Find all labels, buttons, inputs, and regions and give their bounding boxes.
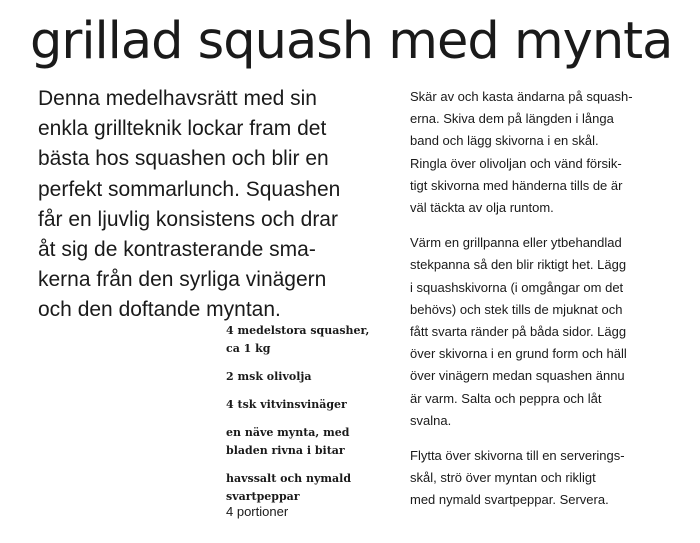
intro-line: enkla grillteknik lockar fram det [38, 117, 327, 141]
ingredient-line: en näve mynta, med [226, 426, 350, 439]
method-line: med nymald svartpeppar. Servera. [410, 492, 609, 508]
ingredient-list [226, 322, 386, 516]
method-line: stekpanna så den blir riktigt het. Lägg [410, 257, 627, 273]
method-line: över skivorna i en grund form och häll [410, 346, 627, 362]
intro-line: kerna från den syrliga vinägern [38, 268, 327, 292]
method-step [410, 232, 695, 432]
method-line: skål, strö över myntan och rikligt [410, 470, 596, 486]
method-column [410, 86, 695, 525]
ingredient-item [226, 424, 386, 460]
ingredient-line: 2 msk olivolja [226, 370, 312, 383]
intro-line: bästa hos squashen och blir en [38, 147, 329, 171]
method-step [410, 445, 695, 512]
method-line: Flytta över skivorna till en serverings- [410, 448, 625, 464]
method-line: Värm en grillpanna eller ytbehandlad [410, 235, 622, 251]
method-step [410, 86, 695, 219]
servings-label: 4 portioner [226, 504, 289, 519]
method-line: väl täckta av olja runtom. [410, 200, 554, 216]
ingredient-line: bladen rivna i bitar [226, 444, 345, 457]
method-line: är varm. Salta och peppra och låt [410, 390, 602, 406]
ingredient-line: svartpeppar [226, 490, 300, 503]
intro-line: åt sig de kontrasterande sma- [38, 238, 316, 262]
method-line: över vinägern medan squashen ännu [410, 368, 625, 384]
intro-line: får en ljuvlig konsistens och drar [38, 207, 338, 231]
intro-line: Denna medelhavsrätt med sin [38, 87, 317, 110]
recipe-title: grillad squash med mynta [30, 12, 673, 71]
intro-line: och den doftande myntan. [38, 298, 281, 322]
method-line: Skär av och kasta ändarna på squash- [410, 89, 633, 104]
ingredient-line: 4 medelstora squasher, [226, 324, 370, 337]
method-line: erna. Skiva dem på längden i långa [410, 111, 614, 127]
ingredient-item [226, 368, 386, 386]
ingredient-line: 4 tsk vitvinsvinäger [226, 398, 347, 411]
intro-paragraph [38, 84, 383, 326]
ingredient-item [226, 396, 386, 414]
ingredient-item [226, 322, 386, 358]
method-line: tigt skivorna med händerna tills de är [410, 177, 623, 193]
ingredient-item [226, 470, 386, 506]
method-line: fått svarta ränder på båda sidor. Lägg [410, 324, 627, 340]
ingredient-line: ca 1 kg [226, 342, 271, 355]
method-line: svalna. [410, 412, 452, 428]
intro-line: perfekt sommarlunch. Squashen [38, 177, 341, 201]
method-line: Ringla över olivoljan och vänd försik- [410, 155, 622, 171]
method-line: band och lägg skivorna i en skål. [410, 133, 599, 149]
method-line: i squashskivorna (i omgångar om det [410, 279, 624, 295]
method-line: behövs) och stek tills de mjuknat och [410, 301, 623, 317]
ingredient-line: havssalt och nymald [226, 472, 352, 485]
